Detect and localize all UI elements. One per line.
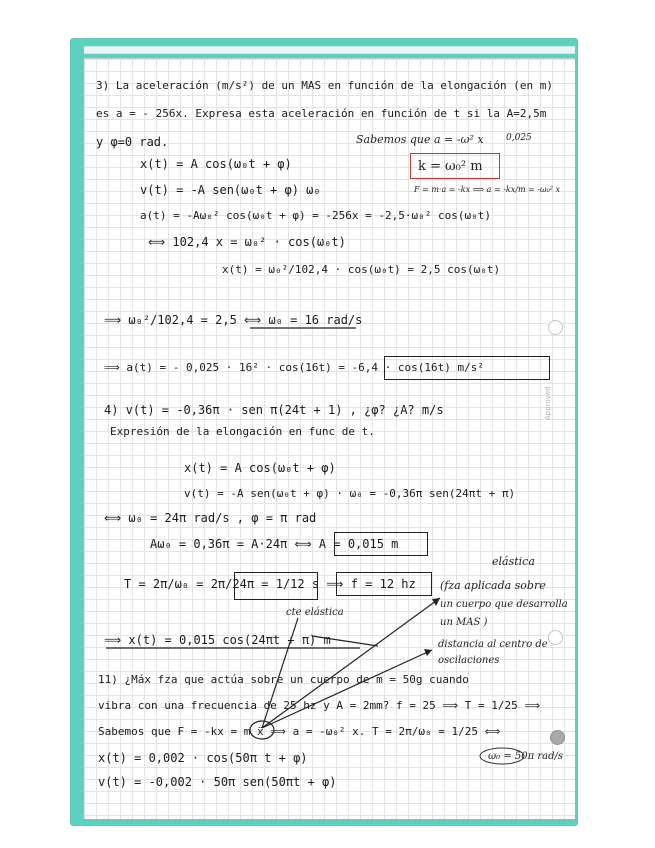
margin-note: F = m·a = -kx ⟹ a = -kx/m = -ω₀² x (414, 185, 561, 194)
text-line: ⟹ x(t) = 0,015 cos(24πt + π) m (104, 633, 331, 647)
text-line: Aω₀ = 0,36π = A·24π ⟺ A = 0,015 m (150, 537, 399, 551)
text-line: T = 2π/ω₀ = 2π/24π = 1/12 s ⟹ f = 12 hz (124, 577, 416, 591)
text-line: x(t) = 0,002 · cos(50π t + φ) (98, 751, 308, 765)
text-line: x(t) = A cos(ω₀t + φ) (184, 461, 336, 475)
margin-note: oscilaciones (438, 655, 500, 666)
text-line: 3) La aceleración (m/s²) de un MAS en función de la elongación (en m) (96, 79, 553, 92)
margin-note: ω₀ = 50π rad/s (488, 751, 564, 762)
text-line: ⟺ ω₀ = 24π rad/s , φ = π rad (104, 511, 317, 525)
text-line: v(t) = -A sen(ω₀t + φ) ω₀ (140, 183, 321, 197)
text-line: 4) v(t) = -0,36π · sen π(24t + 1) , ¿φ? ¿A? m/s (104, 403, 444, 417)
margin-note: un MAS ) (440, 617, 488, 628)
text-line: Expresión de la elongación en func de t. (110, 425, 375, 438)
margin-note: distancia al centro de (438, 639, 548, 650)
text-line: x(t) = A cos(ω₀t + φ) (140, 157, 292, 171)
boxed-formula: k = ω₀² m (418, 159, 483, 174)
margin-note: cte elástica (286, 607, 344, 618)
margin-note: Sabemos que a = -ω² x (356, 133, 484, 146)
margin-note: (fza aplicada sobre (440, 579, 546, 592)
text-line: a(t) = -Aω₀² cos(ω₀t + φ) = -256x = -2,5·ω₀² cos(ω₀t) (140, 209, 491, 222)
text-line: v(t) = -0,002 · 50π sen(50πt + φ) (98, 775, 337, 789)
text-line: Sabemos que F = -kx = m ẍ ⟹ a = -ω₀² x. T = 2π/ω₀ = 1/25 ⟺ (98, 725, 501, 738)
text-line: y φ=0 rad. (96, 135, 169, 149)
text-line: ⟺ 102,4 x = ω₀² · cos(ω₀t) (148, 235, 346, 249)
text-line: vibra con una frecuencia de 25 hz y A = 2mm? f = 25 ⟹ T = 1/25 ⟹ (98, 699, 541, 712)
text-line: x(t) = ω₀²/102,4 · cos(ω₀t) = 2,5 cos(ω₀t) (222, 263, 501, 276)
margin-note: un cuerpo que desarrolla (440, 599, 568, 610)
text-line: 11) ¿Máx fza que actúa sobre un cuerpo de m = 50g cuando (98, 673, 469, 686)
margin-note: 0,025 (506, 133, 532, 143)
text-line: v(t) = -A sen(ω₀t + φ) · ω₀ = -0,36π sen(24πt + π) (184, 487, 516, 500)
text-line: ⟹ a(t) = - 0,025 · 16² · cos(16t) = -6,4 · cos(16t) m/s² (104, 361, 485, 374)
text-line: es a = - 256x. Expresa esta aceleración en función de t si la A=2,5m (96, 107, 547, 120)
text-line: ⟹ ω₀²/102,4 = 2,5 ⟺ ω₀ = 16 rad/s (104, 313, 363, 327)
margin-note: elástica (492, 555, 535, 568)
watermark-text: Approved (544, 386, 552, 420)
